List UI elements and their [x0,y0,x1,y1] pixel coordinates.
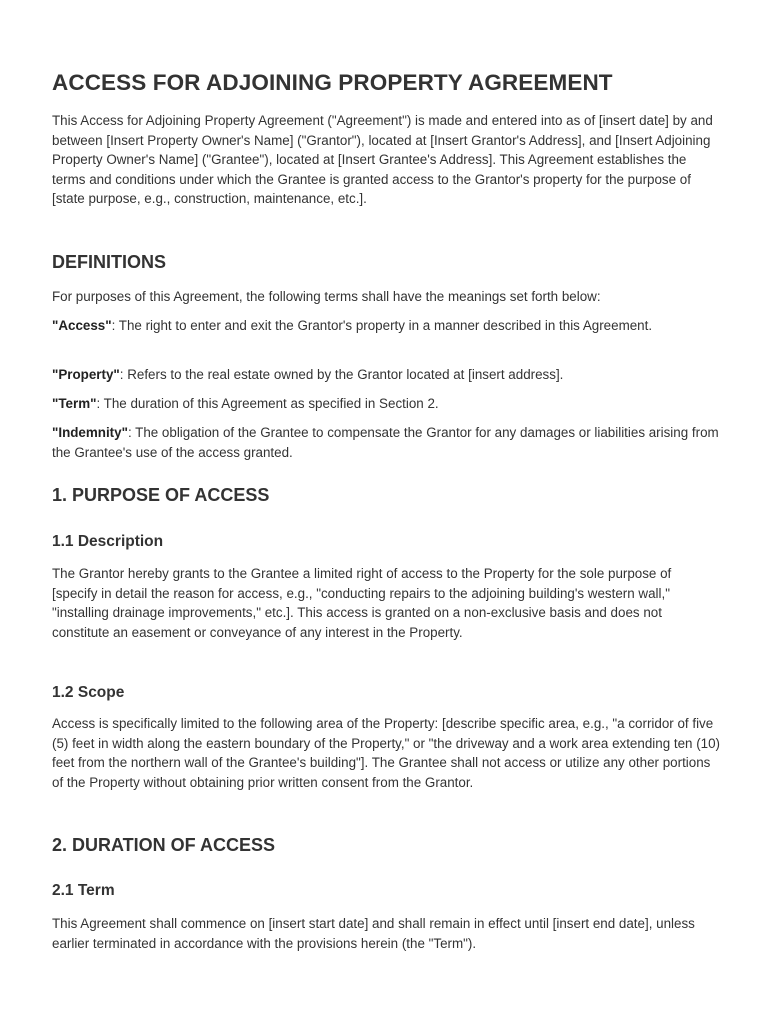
definition-item-access [52,316,720,336]
subsection-1-2-heading: 1.2 Scope [52,684,125,701]
definition-term: "Access" [52,318,112,333]
subsection-2-1-text: This Agreement shall commence on [insert start date] and shall remain in effect until [insert end date], unless earlier terminated in accordance with the provisions herein (the "Term"). [52,916,695,951]
definitions-intro: For purposes of this Agreement, the following terms shall have the meanings set forth below: [52,289,601,304]
section-2-heading: 2. DURATION OF ACCESS [52,835,276,855]
subsection-1-1-heading: 1.1 Description [52,533,164,550]
subsection-1-1-text: The Grantor hereby grants to the Grantee a limited right of access to the Property for the sole purpose of [specify in detail the reason for access, e.g., "conducting repairs to the adjoining building's western wall," "installing drainage improvements," etc.]. This access is granted on a non-exclusive basis and does not constitute an easement or conveyance of any interest in the Property. [52,566,672,640]
definition-term: "Property" [52,367,120,382]
intro-paragraph: This Access for Adjoining Property Agreement ("Agreement") is made and entered into as of [insert date] by and between [Insert Property Owner's Name] ("Grantor"), located at [Insert Grantor's Address], and [Insert Adjoining Property Owner's Name] ("Grantee"), located at [Insert Grantee's Address]. This Agreement establishes the terms and conditions under which the Grantee is granted access to the Grantor's property for the purpose of [state purpose, e.g., construction, maintenance, etc.]. [52,113,713,207]
definition-text: : The duration of this Agreement as specified in Section 2. [96,396,439,411]
subsection-2-1-heading: 2.1 Term [52,882,115,899]
definition-item-property [52,365,720,385]
subsection-1-2-text: Access is specifically limited to the following area of the Property: [describe specific area, e.g., "a corridor of five (5) feet in width along the eastern boundary of the Property," or "the driveway and a work area extending ten (10) feet from the northern wall of the Grantee's building"]. The Grantee shall not access or utilize any other portions of the Property without obtaining prior written consent from the Grantor. [52,716,721,790]
definitions-heading: DEFINITIONS [52,252,167,272]
definition-text: : The right to enter and exit the Grantor's property in a manner described in this Agreement. [111,318,653,333]
definition-item-term [52,394,720,414]
definition-text: : The obligation of the Grantee to compensate the Grantor for any damages or liabilities arising from the Grantee's use of the access granted. [52,425,719,460]
definition-term: "Indemnity" [52,425,128,440]
definition-term: "Term" [52,396,97,411]
definition-item-indemnity [52,423,720,462]
document-title: ACCESS FOR ADJOINING PROPERTY AGREEMENT [52,70,613,95]
definition-text: : Refers to the real estate owned by the Grantor located at [insert address]. [119,367,564,382]
section-1-heading: 1. PURPOSE OF ACCESS [52,485,270,505]
